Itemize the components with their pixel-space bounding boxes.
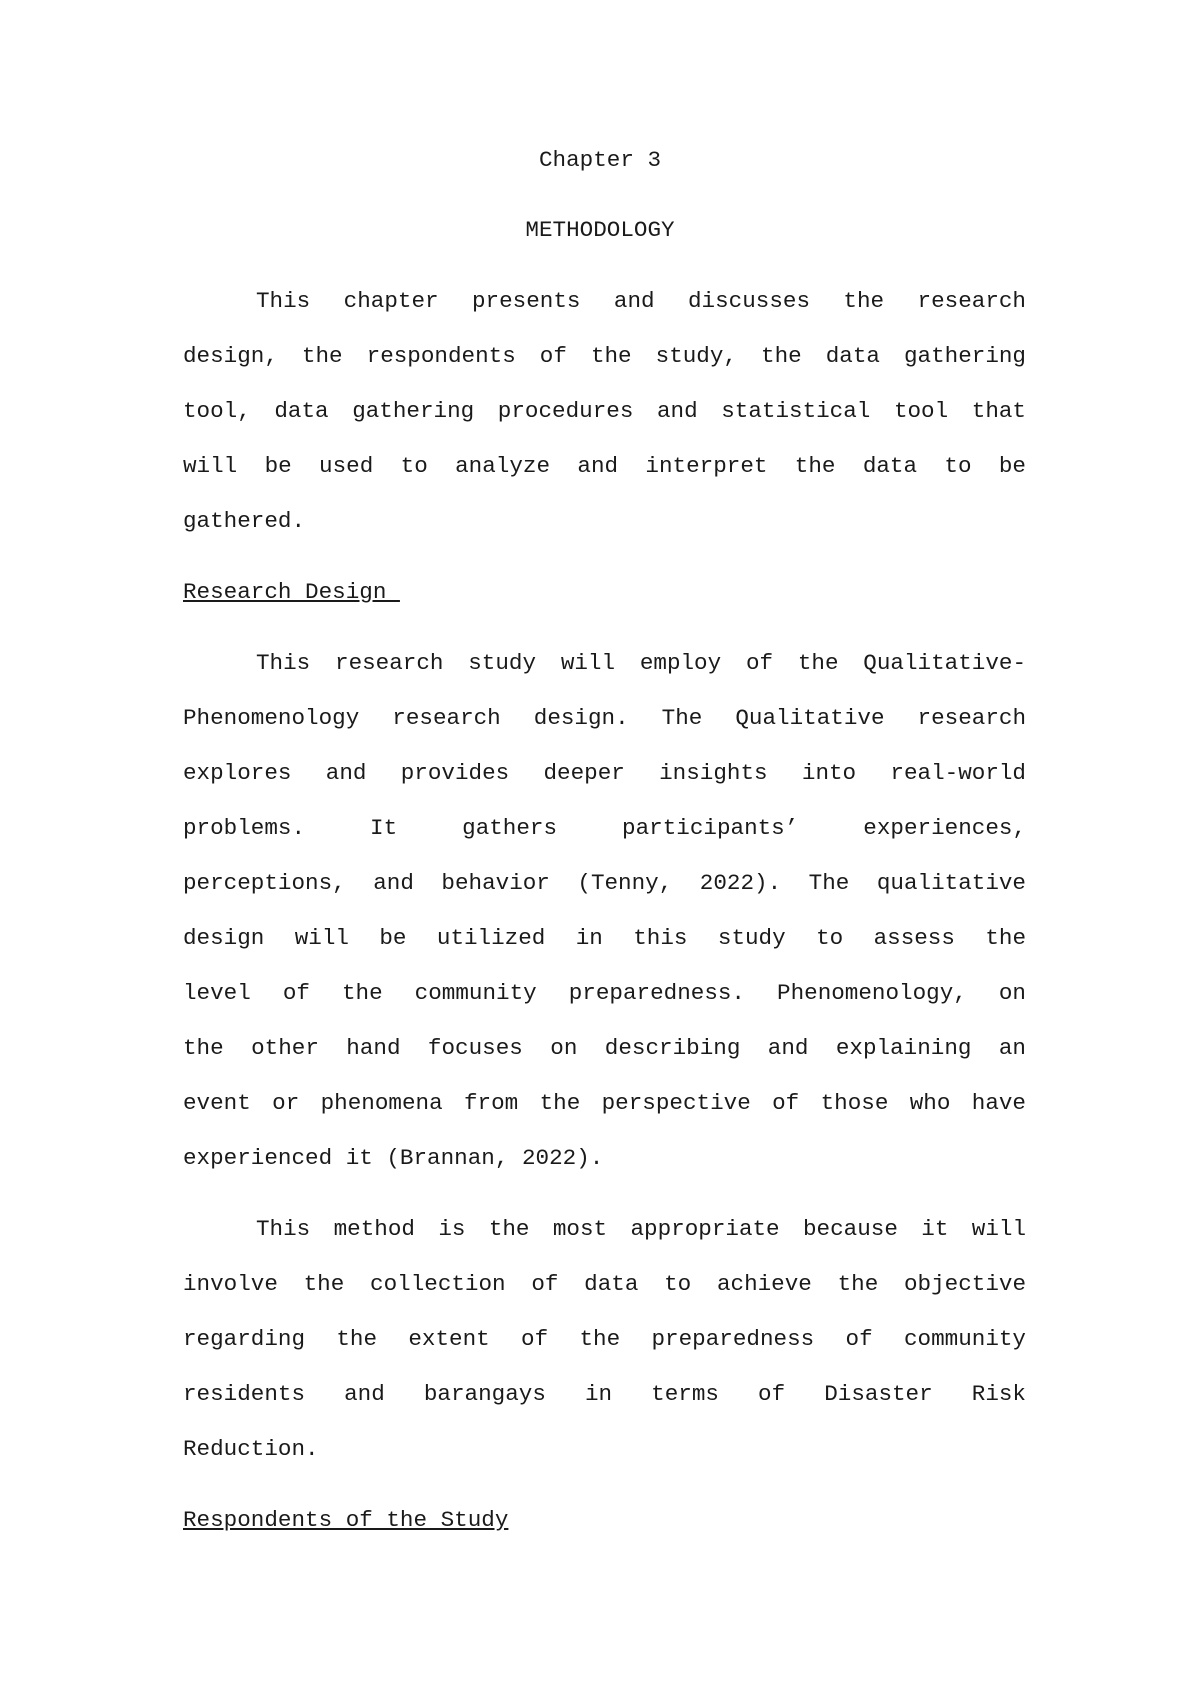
rd-p2-line-3: regarding the extent of the preparedness of community	[183, 1326, 1026, 1352]
intro-line-2: design, the respondents of the study, the data gathering	[183, 343, 1026, 369]
intro-line-4: will be used to analyze and interpret the data to be	[183, 453, 1026, 479]
rd-p1-line-4: problems. It gathers participants’ experiences,	[183, 815, 1026, 841]
rd-p2-line-1: This method is the most appropriate because it will	[256, 1216, 1026, 1242]
rd-p1-line-7: level of the community preparedness. Phenomenology, on	[183, 980, 1026, 1006]
research-design-heading: Research Design	[183, 579, 400, 605]
rd-p1-line-6: design will be utilized in this study to assess the	[183, 925, 1026, 951]
intro-line-3: tool, data gathering procedures and statistical tool that	[183, 398, 1026, 424]
rd-p1-line-1: This research study will employ of the Qualitative-	[256, 650, 1026, 676]
rd-p1-line-10: experienced it (Brannan, 2022).	[183, 1145, 604, 1171]
intro-line-5: gathered.	[183, 508, 306, 534]
rd-p1-line-5: perceptions, and behavior (Tenny, 2022). The qualitative	[183, 870, 1026, 896]
chapter-title: METHODOLOGY	[525, 217, 675, 243]
rd-p2-line-4: residents and barangays in terms of Disaster Risk	[183, 1381, 1026, 1407]
rd-p1-line-2: Phenomenology research design. The Qualitative research	[183, 705, 1026, 731]
rd-p1-line-8: the other hand focuses on describing and explaining an	[183, 1035, 1026, 1061]
respondents-heading: Respondents of the Study	[183, 1507, 509, 1533]
chapter-label: Chapter 3	[538, 147, 662, 173]
rd-p2-line-5: Reduction.	[183, 1436, 319, 1462]
rd-p1-line-3: explores and provides deeper insights into real-world	[183, 760, 1026, 786]
rd-p2-line-2: involve the collection of data to achieve the objective	[183, 1271, 1026, 1297]
rd-p1-line-9: event or phenomena from the perspective of those who have	[183, 1090, 1026, 1116]
intro-line-1: This chapter presents and discusses the research	[256, 288, 1026, 314]
